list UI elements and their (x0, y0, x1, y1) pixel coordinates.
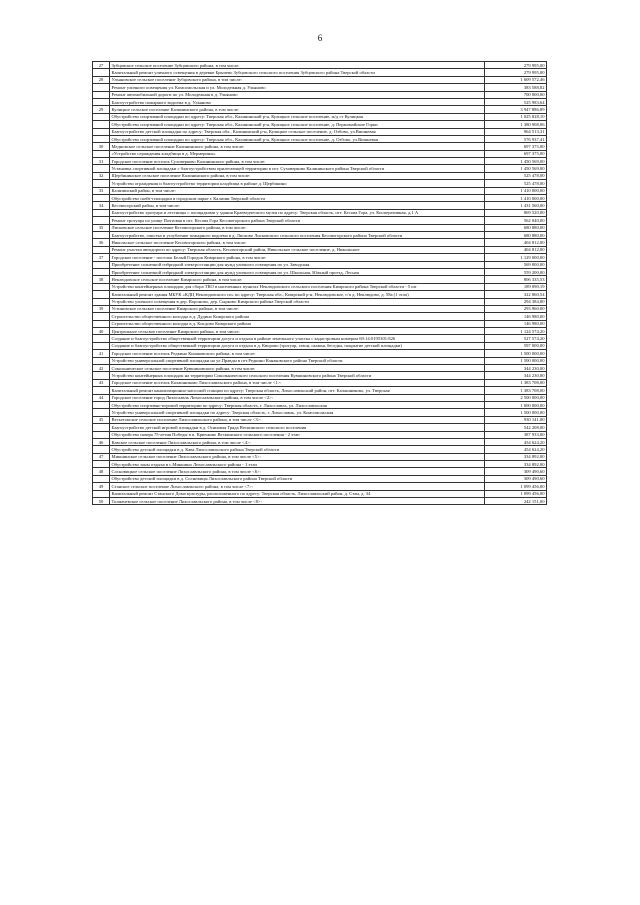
row-amount: 1 380 908,06 (485, 121, 547, 128)
row-number (93, 372, 110, 379)
row-number: 35 (93, 224, 110, 231)
row-amount: 869 520,00 (485, 209, 547, 216)
row-amount: 404 812,00 (485, 239, 547, 246)
row-amount: 344 230,00 (485, 372, 547, 379)
row-amount: 525 478,00 (485, 180, 547, 187)
row-number (93, 195, 110, 202)
row-name: Сокольническое сельское поселение Кувшиновского района, в том числе: (110, 365, 485, 372)
row-name: Строительство общественного колодца в д. Дудино Кимрского района (110, 313, 485, 320)
table-row-group (93, 158, 547, 165)
row-name: Ульяновское сельское поселение Зубцовского района, в том числе: (110, 76, 485, 83)
row-number (93, 475, 110, 482)
row-name: Устиновское сельское поселение Кимрского района, в том числе: (110, 305, 485, 312)
row-amount: 404 812,00 (485, 246, 547, 253)
row-number: 31 (93, 158, 110, 165)
row-number: 27 (93, 62, 110, 69)
row-name: Установка спортивной площадки с благоустройством прилегающей территории в пгт. Суховерково Калининского района Тверской области (110, 165, 485, 172)
table-row-item (93, 320, 547, 327)
row-amount: 680 880,00 (485, 224, 547, 231)
row-number (93, 84, 110, 91)
row-number: 46 (93, 438, 110, 445)
table-row-group (93, 365, 547, 372)
row-name: Капитальный ремонт уличного освещения в деревне Брычево Зубцовского сельского поселения Зубцовского района Тверской области (110, 69, 485, 76)
row-number (93, 150, 110, 157)
table-row-item (93, 195, 547, 202)
row-name: Устройство универсальной спортивной площадки на ул.Правды в пгт.Редкино Конаковского района Тверской области (110, 357, 485, 364)
row-name: Обустройство детской площадки в д. Сосновицы Лихославльского района Тверской области (110, 475, 485, 482)
budget-table (92, 61, 547, 505)
table-row-group (93, 224, 547, 231)
row-name: Устройство универсальной спортивной площадки по адресу: Тверская область, г. Лихославль, ул. Комсомольская (110, 409, 485, 416)
table-row-item (93, 135, 547, 142)
row-amount: 930 141,00 (485, 416, 547, 423)
table-row-item (93, 490, 547, 497)
table-row-item (93, 357, 547, 364)
row-amount: 576 937,41 (485, 135, 547, 142)
row-name: Кесовогорский район, в том числе: (110, 202, 485, 209)
row-amount: 146 980,00 (485, 320, 547, 327)
row-name: Толмачевское сельское поселение Лихославльского района, в том числе <8>: (110, 498, 485, 505)
table-row-group (93, 62, 547, 69)
row-name: Городское поселение город Лихославль Лихославльского района, в том числе <2>: (110, 394, 485, 401)
table-row-group (93, 453, 547, 460)
table-row-group (93, 276, 547, 283)
row-name: Обустройство скейт-площадки в городском парке г. Калязин Тверской области (110, 195, 485, 202)
row-amount: 1 383 708,00 (485, 379, 547, 386)
row-number (93, 91, 110, 98)
row-amount: 1 129 000,00 (485, 254, 547, 261)
row-number (93, 98, 110, 105)
row-number: 47 (93, 453, 110, 460)
row-name: Строительство общественного колодца в д. Кисдово Кимрского района (110, 320, 485, 327)
table-row-group (93, 239, 547, 246)
row-name: Приобретение солнечной гибридной электростанции для нужд уличного освещения по ул. Школьная, Южный проезд, Лесная (110, 268, 485, 275)
row-amount: 3 947 886,89 (485, 106, 547, 113)
row-amount: 322 860,54 (485, 291, 547, 298)
row-amount: 597 000,00 (485, 342, 547, 349)
row-name: Приобретение солнечной гибридной электростанции для нужд уличного освещения по ул. Заводская (110, 261, 485, 268)
row-name: Городское поселение поселок Калашниково Лихославльского района, в том числе <1>: (110, 379, 485, 386)
row-name: Обустройство детской площадки в д. Кава Лихославльского района Тверской области (110, 446, 485, 453)
row-name: Кавское сельское поселение Лихославльского района, в том числе <4>: (110, 438, 485, 445)
row-amount: 1 431 560,00 (485, 202, 547, 209)
row-number: 37 (93, 254, 110, 261)
row-number (93, 342, 110, 349)
row-name: Обустройство сквера 75-летия Победы в п. Крючково Вескинского сельского поселения - 2 этап (110, 431, 485, 438)
row-number (93, 113, 110, 120)
row-amount: 542 208,00 (485, 424, 547, 431)
row-name: Благоустройство тротуара и лестницы с площадками у здания Краеведческого музея по адресу: Тверская область, пгт. Кесова Гора, ул. Кооперативная, д.1 А (110, 209, 485, 216)
row-amount: 964 513,31 (485, 128, 547, 135)
table-row-item (93, 446, 547, 453)
row-amount: 279 995,00 (485, 69, 547, 76)
table-row-item (93, 475, 547, 482)
row-name: Микшинское сельское поселение Лихославльского района, в том числе <5>: (110, 453, 485, 460)
row-number: 50 (93, 498, 110, 505)
table-row-item (93, 283, 547, 290)
row-name: Благоустройство пожарного водоема в д. Ульяново (110, 98, 485, 105)
row-number (93, 490, 110, 497)
table-row-item (93, 431, 547, 438)
row-number (93, 283, 110, 290)
table-row-item (93, 268, 547, 275)
row-amount: 189 090,19 (485, 283, 547, 290)
table-row-item (93, 409, 547, 416)
row-number: 42 (93, 365, 110, 372)
row-amount: 1 099 456,00 (485, 483, 547, 490)
row-amount: 309 490,60 (485, 475, 547, 482)
table-row-item (93, 335, 547, 342)
row-name: Обустройство зоны отдыха в с.Микшино Лихославльского района - 1 этап (110, 461, 485, 468)
table-row-item (93, 298, 547, 305)
row-amount: 1 025 828,10 (485, 113, 547, 120)
row-name: Неклюдовское сельское поселение Кимрского района, в том числе: (110, 276, 485, 283)
row-amount: 1 609 572,46 (485, 76, 547, 83)
table-row-group (93, 202, 547, 209)
row-number (93, 217, 110, 224)
row-number (93, 261, 110, 268)
row-number: 38 (93, 276, 110, 283)
row-number: 41 (93, 350, 110, 357)
row-name: Весьегонское сельское поселение Лихославльского района, в том числе <3>: (110, 416, 485, 423)
table-row-item (93, 424, 547, 431)
row-amount: 562 040,00 (485, 217, 547, 224)
row-number (93, 121, 110, 128)
table-row-item (93, 150, 547, 157)
row-number (93, 165, 110, 172)
table-row-group (93, 106, 547, 113)
row-name: Капитальный ремонт Станского Дома культуры, расположенного по адресу: Тверская область, Лихославльский район, д. Стан, д. 34 (110, 490, 485, 497)
row-name: Ремонт участка автодороги по адресу: Тверская область, Кесовогорский район, Никольское сельское поселение, д. Никольское (110, 246, 485, 253)
row-name: Капитальный ремонт здания МБУК «КДЦ Неклюдовского сп» по адресу: Тверская обл., Кимрский р-н, Неклюдовское, с/п д. Неклюдово, д. 58а (1 этап) (110, 291, 485, 298)
row-name: Щербининское сельское поселение Калининского района, в том числе: (110, 172, 485, 179)
row-name: Ремонт тротуара по улице Почтовая в пгт. Кесова Гора Кесовогорского района Тверской области (110, 217, 485, 224)
row-amount: 697 375,00 (485, 143, 547, 150)
row-name: Калязинский район, в том числе: (110, 187, 485, 194)
table-row-item (93, 121, 547, 128)
row-number (93, 401, 110, 408)
row-name: Обустройство спортивно-игровой территории по адресу: Тверская область, г. Лихославль, ул. Лихославльская (110, 401, 485, 408)
row-amount: 454 624,20 (485, 438, 547, 445)
table-row-item (93, 461, 547, 468)
row-number (93, 231, 110, 238)
table-row-item (93, 342, 547, 349)
row-amount: 680 880,00 (485, 231, 547, 238)
row-name: Ремонт автомобильной дороги по ул. Молодежная в д. Ульяново (110, 91, 485, 98)
row-number (93, 335, 110, 342)
table-row-item (93, 128, 547, 135)
row-amount: 279 995,00 (485, 62, 547, 69)
row-number (93, 313, 110, 320)
row-number (93, 409, 110, 416)
row-amount: 383 588,82 (485, 84, 547, 91)
row-name: Благоустройство, очистка и углубление пожарного водоема в д. Лисково Лисковского сельского поселения Кесовогорского района Тверской области (110, 231, 485, 238)
row-name: Сосновицкое сельское поселение Лихославльского района, в том числе <6>: (110, 468, 485, 475)
table-row-group (93, 498, 547, 505)
row-amount: 1 000 000,00 (485, 401, 547, 408)
row-name: Городское поселение поселок Редкино Конаковского района, в том числе: (110, 350, 485, 357)
row-amount: 1 500 000,00 (485, 409, 547, 416)
row-name: Медновское сельское поселение Калининского района, в том числе: (110, 143, 485, 150)
row-amount: 1 099 456,00 (485, 490, 547, 497)
row-name: Благоустройство детской площадки по адресу: Тверская обл., Калининский р-н, Кулицкое сельское поселение, д. Озбово, ул.Вишневая (110, 128, 485, 135)
row-amount: 697 375,00 (485, 150, 547, 157)
table-row-item (93, 372, 547, 379)
row-number (93, 461, 110, 468)
row-number (93, 387, 110, 394)
budget-table-body (93, 62, 547, 505)
row-number (93, 246, 110, 253)
row-number (93, 69, 110, 76)
table-row-item (93, 231, 547, 238)
row-amount: 454 624,20 (485, 446, 547, 453)
table-row-item (93, 180, 547, 187)
row-amount: 527 574,20 (485, 335, 547, 342)
row-number (93, 298, 110, 305)
row-amount: 1 124 574,20 (485, 328, 547, 335)
row-number: 33 (93, 187, 110, 194)
row-number: 49 (93, 483, 110, 490)
table-row-item (93, 98, 547, 105)
row-name: Создание и благоустройство общественной территории досуга и отдыха в районе земельного участка с кадастровым номером 69:14:0195301:826 (110, 335, 485, 342)
row-amount: 309 490,60 (485, 468, 547, 475)
row-number (93, 424, 110, 431)
row-amount: 334 892,00 (485, 461, 547, 468)
row-number: 48 (93, 468, 110, 475)
row-amount: 1 383 708,00 (485, 387, 547, 394)
row-amount: 1 450 569,00 (485, 158, 547, 165)
row-name: Городское поселение - поселок Белый Городок Кимрского района, в том числе: (110, 254, 485, 261)
table-row-group (93, 468, 547, 475)
table-row-item (93, 261, 547, 268)
table-row-item (93, 313, 547, 320)
row-number (93, 268, 110, 275)
table-row-item (93, 291, 547, 298)
row-amount: 293 960,00 (485, 305, 547, 312)
row-name: Никольское сельское поселение Кесовогорского района, в том числе: (110, 239, 485, 246)
table-row-item (93, 165, 547, 172)
row-name: Кулицкое сельское поселение Калининского района, в том числе: (110, 106, 485, 113)
row-number: 28 (93, 76, 110, 83)
row-amount: 525 983,64 (485, 98, 547, 105)
row-number (93, 209, 110, 216)
table-row-item (93, 217, 547, 224)
row-amount: 146 980,00 (485, 313, 547, 320)
table-row-item (93, 113, 547, 120)
table-row-item (93, 387, 547, 394)
table-row-group (93, 483, 547, 490)
row-amount: 1 450 569,00 (485, 165, 547, 172)
row-name: Устройство контейнерных площадок для сбора ТКО в населенных пунктах Неклюдовского сельского поселения Кимрского района Тверской области - 5 шт (110, 283, 485, 290)
row-amount: 559 200,00 (485, 268, 547, 275)
row-amount: 387 933,00 (485, 431, 547, 438)
row-amount: 294 384,80 (485, 298, 547, 305)
row-number (93, 357, 110, 364)
row-number: 34 (93, 202, 110, 209)
row-amount: 1 500 000,00 (485, 350, 547, 357)
row-amount: 344 230,00 (485, 365, 547, 372)
page-number: 6 (317, 33, 323, 43)
table-row-group (93, 76, 547, 83)
table-row-group (93, 305, 547, 312)
row-name: Центральное сельское поселение Кимрского района, в том числе: (110, 328, 485, 335)
table-row-item (93, 401, 547, 408)
row-amount: 700 000,00 (485, 91, 547, 98)
row-number (93, 291, 110, 298)
row-name: Создание и благоустройство общественной территории досуга и отдыха в д. Кворово (тротуар, газон, скамья, беседка, покрытие детской площадки) (110, 342, 485, 349)
table-row-group (93, 328, 547, 335)
row-name: Капитальный ремонт канализационно-насосной станции по адресу: Тверская область, Лихославльский район, пгт. Калашниково, ул. Тверская (110, 387, 485, 394)
row-amount: 569 800,00 (485, 261, 547, 268)
row-number: 39 (93, 305, 110, 312)
table-row-item (93, 209, 547, 216)
table-row-group (93, 438, 547, 445)
row-number: 32 (93, 172, 110, 179)
table-row-item (93, 84, 547, 91)
row-number: 36 (93, 239, 110, 246)
row-name: Устройство контейнерных площадок на территории Сокольнического сельского поселения Кувшиновского района Тверской области (110, 372, 485, 379)
row-number: 45 (93, 416, 110, 423)
table-row-item (93, 69, 547, 76)
row-number (93, 180, 110, 187)
row-number (93, 320, 110, 327)
row-number (93, 446, 110, 453)
row-amount: 525 478,00 (485, 172, 547, 179)
row-amount: 1 410 000,00 (485, 195, 547, 202)
row-amount: 334 892,00 (485, 453, 547, 460)
table-row-group (93, 394, 547, 401)
row-name: Обустройство спортивной площадки по адресу: Тверская обл., Калининский р-н, Кулицкое сельское поселение, ж/д ст Кулицкая (110, 113, 485, 120)
row-name: Городское поселение поселок Суховерково Калининского района, в том числе: (110, 158, 485, 165)
row-number: 40 (93, 328, 110, 335)
row-number: 43 (93, 379, 110, 386)
table-row-group (93, 254, 547, 261)
row-name: «Устройство ограждения кладбища в д. Мермерины» (110, 150, 485, 157)
row-name: Станское сельское поселение Лихославльского района, в том числе <7>: (110, 483, 485, 490)
row-name: Ремонт уличного освещения ул. Комсомольская и ул. Молодежная д. Ульяново (110, 84, 485, 91)
row-name: Обустройство спортивной площадки по адресу: Тверская обл., Калининский р-н, Кулицкое сельское поселение, д. Озбово, ул.Вишневая (110, 135, 485, 142)
row-name: Благоустройство детской игровой площадки в д. Осиновая Гряда Вескинского сельского поселения (110, 424, 485, 431)
table-row-group (93, 143, 547, 150)
row-amount: 1 410 000,00 (485, 187, 547, 194)
row-amount: 1 500 000,00 (485, 357, 547, 364)
row-name: Обустройство спортивной площадки по адресу: Тверская обл., Калининский р-н, Кулицкое сельское поселение, д. Пермомайские Горки (110, 121, 485, 128)
table-row-group (93, 379, 547, 386)
row-number (93, 128, 110, 135)
table-row-item (93, 91, 547, 98)
table-row-group (93, 416, 547, 423)
table-row-group (93, 350, 547, 357)
row-number (93, 431, 110, 438)
table-row-group (93, 187, 547, 194)
row-amount: 2 500 000,00 (485, 394, 547, 401)
row-name: Лисковское сельское поселение Кесовогорского района, в том числе: (110, 224, 485, 231)
row-amount: 242 151,00 (485, 498, 547, 505)
row-number (93, 135, 110, 142)
row-number: 44 (93, 394, 110, 401)
row-number: 30 (93, 143, 110, 150)
row-name: Устройство уличного освещения в дер. Вороново, дер. Сырково Кимрского района Тверской области (110, 298, 485, 305)
table-row-item (93, 246, 547, 253)
row-amount: 806 335,53 (485, 276, 547, 283)
row-name: Зубцовское сельское поселение Зубцовского района, в том числе: (110, 62, 485, 69)
table-row-group (93, 172, 547, 179)
row-name: Устройство ограждения и благоустройство территории кладбища в районе д. Щербинино (110, 180, 485, 187)
row-number: 29 (93, 106, 110, 113)
